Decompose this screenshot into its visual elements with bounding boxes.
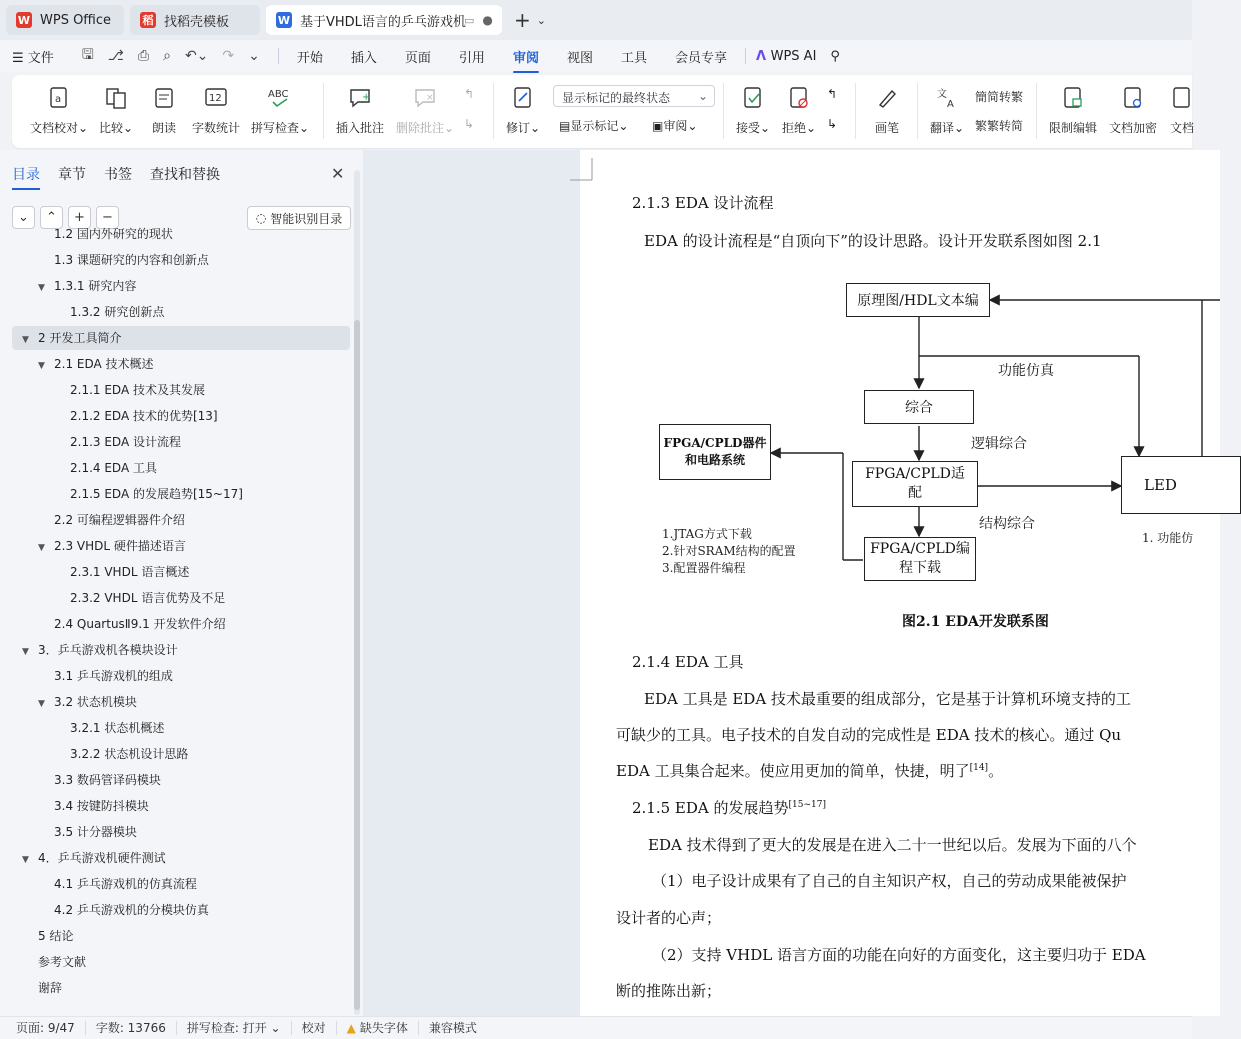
menu-insert[interactable]: 插入 — [350, 50, 377, 66]
toc-item-label: 2 开发工具简介 — [38, 331, 122, 345]
menu-member[interactable]: 会员专享 — [674, 50, 727, 66]
translate-icon — [934, 85, 960, 111]
toc-item-label: 3.2.2 状态机设计思路 — [70, 747, 189, 761]
toc-item[interactable] — [12, 378, 350, 402]
ribbon-divider — [493, 83, 494, 139]
reject-button[interactable]: 拒绝⌄ — [782, 85, 816, 136]
toc-item[interactable] — [12, 872, 350, 896]
box-fpga-program: FPGA/CPLD编 程下载 — [864, 537, 976, 581]
toc-item[interactable] — [12, 846, 350, 870]
docer-logo-icon: 稻 — [140, 12, 156, 28]
to-simplified-button[interactable]: 繁 繁转简 — [975, 119, 1024, 133]
tab-label: 基于VHDL语言的乒乓游戏机 — [300, 14, 466, 30]
toc-item-label: 3.3 数码管译码模块 — [54, 773, 161, 787]
document-page[interactable] — [580, 150, 1220, 1016]
toc-item[interactable] — [12, 534, 350, 558]
restrict-edit-icon — [1060, 85, 1086, 111]
chevron-down-icon: ⌄ — [697, 89, 708, 103]
expand-arrow-icon[interactable]: ▼ — [22, 335, 29, 345]
revise-icon — [510, 85, 536, 111]
toc-item[interactable] — [12, 352, 350, 376]
toc-item-label: 3.5 计分器模块 — [54, 825, 137, 839]
navigation-panel — [0, 150, 363, 1016]
prev-comment-icon[interactable]: ↰ — [464, 87, 475, 101]
document-area — [363, 150, 1192, 1016]
box-led: LED — [1121, 456, 1241, 514]
status-bar — [0, 1016, 1192, 1039]
toc-item-label: 5 结论 — [38, 929, 74, 943]
toc-item[interactable] — [12, 950, 350, 974]
tab-label: WPS Office — [40, 12, 112, 28]
menu-view[interactable]: 视图 — [566, 50, 593, 66]
toc-item-label: 1.3.2 研究创新点 — [70, 305, 165, 319]
doc-check-icon — [46, 85, 72, 111]
toc-item[interactable] — [12, 274, 350, 298]
download-notes: 1.JTAG方式下载 2.针对SRAM结构的配置 3.配置器件编程 — [662, 527, 796, 575]
plus-icon[interactable]: + — [68, 206, 91, 229]
toc-item[interactable] — [12, 638, 350, 662]
markup-state-select[interactable]: 显示标记的最终状态 ⌄ — [553, 85, 715, 107]
writer-logo-icon: W — [277, 13, 291, 27]
paragraph: （2）支持 VHDL 语言方面的功能在向好的方面变化，这主要归功于 EDA — [652, 946, 1146, 964]
review-pane-button[interactable]: ▣ 审阅 ⌄ — [652, 118, 698, 133]
delete-comment-icon — [412, 85, 438, 111]
accept-icon — [740, 85, 766, 111]
to-traditional-icon: 簡 — [975, 90, 988, 104]
toc-item-label: 2.1 EDA 技术概述 — [54, 357, 154, 371]
tab-current-document[interactable] — [266, 5, 502, 35]
svg-text:×: × — [426, 93, 434, 103]
figure-caption: 图2.1 EDA开发联系图 — [902, 614, 1049, 630]
pen-icon — [874, 85, 900, 111]
tab-bar — [0, 0, 1192, 40]
toc-item[interactable] — [12, 664, 350, 688]
toc-item[interactable] — [12, 690, 350, 714]
close-icon[interactable]: ✕ — [331, 164, 345, 183]
menu-reference[interactable]: 引用 — [458, 50, 485, 66]
monitor-icon: ▭ — [464, 13, 475, 27]
tab-bookmarks[interactable]: 书签 — [104, 167, 132, 183]
box-hdl-editor: 原理图/HDL文本编 — [846, 283, 990, 317]
wps-ai-button[interactable]: ᐱ WPS AI — [756, 48, 817, 64]
toc-item-label: 2.1.3 EDA 设计流程 — [70, 435, 181, 449]
toc-item[interactable] — [12, 794, 350, 818]
print-icon[interactable]: ⎙ — [137, 48, 150, 64]
to-simplified-icon: 繁 — [975, 119, 988, 133]
svg-text:+: + — [362, 92, 371, 103]
toc-item[interactable] — [12, 248, 350, 272]
insert-comment-button[interactable]: + 插入批注 — [336, 85, 384, 136]
compare-button[interactable]: 比较⌄ — [99, 85, 133, 136]
accept-button[interactable]: 接受⌄ — [736, 85, 770, 136]
show-markup-button[interactable]: ▤ 显示标记 ⌄ — [559, 118, 629, 133]
read-aloud-button[interactable]: 朗读 — [151, 85, 177, 136]
smart-toc-button[interactable]: ◌ 智能识别目录 — [247, 206, 351, 230]
toc-item-label: 1.2 国内外研究的现状 — [54, 227, 173, 241]
box-fpga-system: FPGA/CPLD器件 和电路系统 — [659, 424, 771, 480]
menu-page[interactable]: 页面 — [404, 50, 431, 66]
toc-item-label: 2.4 QuartusⅡ9.1 开发软件介绍 — [54, 617, 226, 631]
tab-wps-office[interactable] — [6, 5, 124, 35]
toc-item-label: 3.1 乒乓游戏机的组成 — [54, 669, 173, 683]
paragraph: 可缺少的工具。电子技术的自发自动的完成性是 EDA 技术的核心。通过 Qu — [616, 726, 1122, 744]
compat-mode-indicator: 兼容模式 — [428, 1021, 477, 1035]
menu-divider — [278, 48, 279, 64]
toc-item[interactable] — [12, 404, 350, 428]
paragraph: 设计者的心声； — [616, 909, 722, 927]
tab-label: 找稻壳模板 — [164, 14, 230, 30]
toc-item[interactable] — [12, 508, 350, 532]
restrict-edit-button[interactable]: 限制编辑 — [1049, 85, 1097, 136]
tab-docer-templates[interactable] — [130, 5, 260, 35]
wps-logo-icon: W — [17, 13, 31, 27]
hamburger-icon: ☰ — [12, 50, 28, 66]
toc-item-label: 2.3.1 VHDL 语言概述 — [70, 565, 190, 579]
expand-arrow-icon[interactable]: ▼ — [38, 361, 45, 371]
toc-item-label: 参考文献 — [38, 955, 87, 969]
next-comment-icon[interactable]: ↳ — [464, 117, 475, 131]
right-note: 1. 功能仿 — [1142, 531, 1194, 545]
word-count-icon — [203, 85, 229, 111]
toc-item-label: 2.1.4 EDA 工具 — [70, 461, 157, 475]
paragraph: EDA 工具集合起来。使应用更加的简单，快捷，明了[14]。 — [616, 762, 1004, 780]
chevron-down-icon[interactable]: ⌄ — [12, 206, 35, 229]
menu-start[interactable]: 开始 — [296, 50, 323, 66]
toc-item-label: 1.3 课题研究的内容和创新点 — [54, 253, 209, 267]
toc-item[interactable] — [12, 820, 350, 844]
svg-text:12: 12 — [209, 93, 222, 104]
paragraph: EDA 工具是 EDA 技术最重要的组成部分，它是基于计算机环境支持的工 — [644, 690, 1131, 708]
more-chevron-icon[interactable]: ⌄ — [248, 48, 260, 64]
expand-arrow-icon[interactable]: ▼ — [38, 699, 45, 709]
warning-icon: ▲ — [346, 1021, 356, 1035]
toc-item-label: 3．乒乓游戏机各模块设计 — [38, 643, 178, 657]
page-indicator[interactable]: 页面: 9/47 — [16, 1021, 86, 1035]
spell-check-indicator[interactable]: 拼写检查: 打开 ⌄ — [177, 1021, 292, 1035]
toc-item[interactable] — [12, 586, 350, 610]
toc-item[interactable] — [12, 482, 350, 506]
redo-icon[interactable]: ↷ — [222, 48, 235, 64]
expand-arrow-icon[interactable]: ▼ — [38, 283, 45, 293]
doc-encrypt-icon — [1120, 85, 1146, 111]
toc-item[interactable] — [12, 768, 350, 792]
doc-encrypt-button[interactable]: 文档加密 — [1109, 85, 1157, 136]
tab-find-replace[interactable]: 查找和替换 — [150, 167, 220, 183]
label-struct-synth: 结构综合 — [979, 516, 1035, 532]
tab-toc[interactable]: 目录 — [12, 164, 40, 184]
translate-button[interactable]: 文 A 翻译⌄ — [930, 85, 964, 136]
smart-recognize-icon: ◌ — [255, 211, 267, 225]
compare-icon — [103, 85, 129, 111]
label-logic-synth: 逻辑综合 — [971, 436, 1027, 452]
pen-button[interactable]: 画笔 — [874, 85, 900, 136]
to-traditional-button[interactable]: 簡 简转繁 — [975, 90, 1024, 104]
box-fpga-fit: FPGA/CPLD适 配 — [852, 461, 978, 507]
search-icon[interactable]: ⚲ — [830, 48, 840, 64]
menu-tools[interactable]: 工具 — [620, 50, 647, 66]
missing-font-indicator[interactable]: ▲ 缺失字体 — [337, 1021, 419, 1035]
ribbon-divider — [1036, 83, 1037, 139]
new-tab-plus-icon[interactable]: + — [514, 8, 531, 32]
toc-item-label: 2.1.2 EDA 技术的优势[13] — [70, 409, 218, 423]
expand-arrow-icon[interactable]: ▼ — [22, 855, 29, 865]
paragraph: 断的推陈出新； — [616, 982, 722, 1000]
show-markup-icon: ▤ — [559, 118, 571, 133]
chevron-up-icon[interactable]: ⌃ — [40, 206, 63, 229]
toc-item-label: 4．乒乓游戏机硬件测试 — [38, 851, 166, 865]
spell-check-icon — [267, 85, 293, 111]
word-count-indicator[interactable]: 字数: 13766 — [86, 1021, 177, 1035]
toc-item-label: 3.2 状态机模块 — [54, 695, 137, 709]
save-icon[interactable]: 🖫 — [81, 47, 94, 63]
minus-icon[interactable]: − — [96, 206, 119, 229]
label-function-sim: 功能仿真 — [998, 363, 1054, 379]
svg-text:a: a — [55, 94, 62, 105]
doc-check-button[interactable]: a 文档校对⌄ — [30, 85, 88, 136]
svg-text:A: A — [947, 99, 954, 110]
ribbon-divider — [723, 83, 724, 139]
toc-item-label: 2.3.2 VHDL 语言优势及不足 — [70, 591, 226, 605]
svg-text:文: 文 — [937, 89, 948, 100]
toc-item-label: 2.3 VHDL 硬件描述语言 — [54, 539, 186, 553]
toc-item[interactable] — [12, 300, 350, 324]
file-menu[interactable]: ☰ 文件 — [12, 50, 54, 66]
menu-divider — [745, 48, 746, 64]
toc-item-label: 谢辞 — [38, 981, 63, 995]
read-aloud-icon — [151, 85, 177, 111]
ribbon-divider — [855, 83, 856, 139]
proof-indicator[interactable]: 校对 — [292, 1021, 337, 1035]
toc-item[interactable] — [12, 976, 350, 1000]
toc-item[interactable] — [12, 222, 350, 246]
svg-text:ABC: ABC — [268, 89, 289, 100]
next-revision-icon[interactable]: ↳ — [827, 117, 838, 131]
toc-item[interactable] — [12, 716, 350, 740]
toc-item[interactable] — [12, 898, 350, 922]
tab-list-chevron-icon[interactable]: ⌄ — [536, 13, 546, 27]
print-preview-icon[interactable]: ⌕ — [163, 48, 171, 64]
toc-item-label: 3.4 按键防抖模块 — [54, 799, 149, 813]
heading-2-1-4: 2.1.4 EDA 工具 — [632, 653, 744, 671]
toc-list — [0, 227, 352, 1016]
toc-item-label: 2.1.5 EDA 的发展趋势[15~17] — [70, 487, 243, 501]
toc-item-label: 1.3.1 研究内容 — [54, 279, 137, 293]
toc-item[interactable] — [12, 456, 350, 480]
undo-icon[interactable]: ↶⌄ — [184, 48, 209, 64]
share-icon[interactable]: ⎇ — [107, 48, 124, 64]
doc-more-button[interactable]: 文档 — [1169, 85, 1195, 136]
toc-item-label: 4.2 乒乓游戏机的分模块仿真 — [54, 903, 209, 917]
prev-revision-icon[interactable]: ↰ — [827, 87, 838, 101]
menu-review[interactable]: 审阅 — [513, 47, 539, 66]
toc-item-label: 4.1 乒乓游戏机的仿真流程 — [54, 877, 197, 891]
ribbon-divider — [323, 83, 324, 139]
insert-comment-icon — [347, 85, 373, 111]
word-count-button[interactable]: 12 字数统计 — [192, 85, 240, 136]
toc-item-label: 2.1.1 EDA 技术及其发展 — [70, 383, 205, 397]
ribbon-toolbar — [12, 75, 1192, 148]
toc-item[interactable] — [12, 924, 350, 948]
toc-item[interactable] — [12, 430, 350, 454]
delete-comment-button[interactable]: × 删除批注⌄ — [396, 85, 454, 136]
paragraph: EDA 的设计流程是“自顶向下”的设计思路。设计开发联系图如图 2.1 — [644, 232, 1102, 250]
toc-item[interactable] — [12, 742, 350, 766]
reject-icon — [786, 85, 812, 111]
tab-chapters[interactable]: 章节 — [58, 167, 86, 183]
expand-arrow-icon[interactable]: ▼ — [22, 647, 29, 657]
tab-close-icon[interactable]: ● — [482, 13, 493, 27]
paragraph: （1）电子设计成果有了自己的自主知识产权，自己的劳动成果能被保护 — [652, 872, 1127, 890]
toc-scrollbar[interactable] — [354, 170, 360, 1015]
ribbon-divider — [917, 83, 918, 139]
paragraph: EDA 技术得到了更大的发展是在进入二十一世纪以后。发展为下面的八个 — [648, 836, 1137, 854]
navigation-tabs — [12, 164, 238, 184]
box-synthesis: 综合 — [864, 390, 974, 424]
menu-bar — [0, 40, 1192, 72]
toc-item[interactable] — [12, 612, 350, 636]
toc-item-label: 3.2.1 状态机概述 — [70, 721, 165, 735]
toc-item-label: 2.2 可编程逻辑器件介绍 — [54, 513, 185, 527]
heading-2-1-3: 2.1.3 EDA 设计流程 — [632, 194, 774, 212]
review-pane-icon: ▣ — [652, 118, 664, 133]
wps-ai-icon: ᐱ — [756, 48, 771, 64]
spell-check-button[interactable]: ABC 拼写检查⌄ — [251, 85, 309, 136]
expand-arrow-icon[interactable]: ▼ — [38, 543, 45, 553]
toc-item[interactable] — [12, 326, 350, 350]
heading-2-1-5: 2.1.5 EDA 的发展趋势[15~17] — [632, 799, 826, 817]
doc-icon — [1169, 85, 1195, 111]
scrollbar-thumb[interactable] — [354, 320, 360, 1010]
toc-item[interactable] — [12, 560, 350, 584]
revise-button[interactable]: 修订⌄ — [506, 85, 540, 136]
